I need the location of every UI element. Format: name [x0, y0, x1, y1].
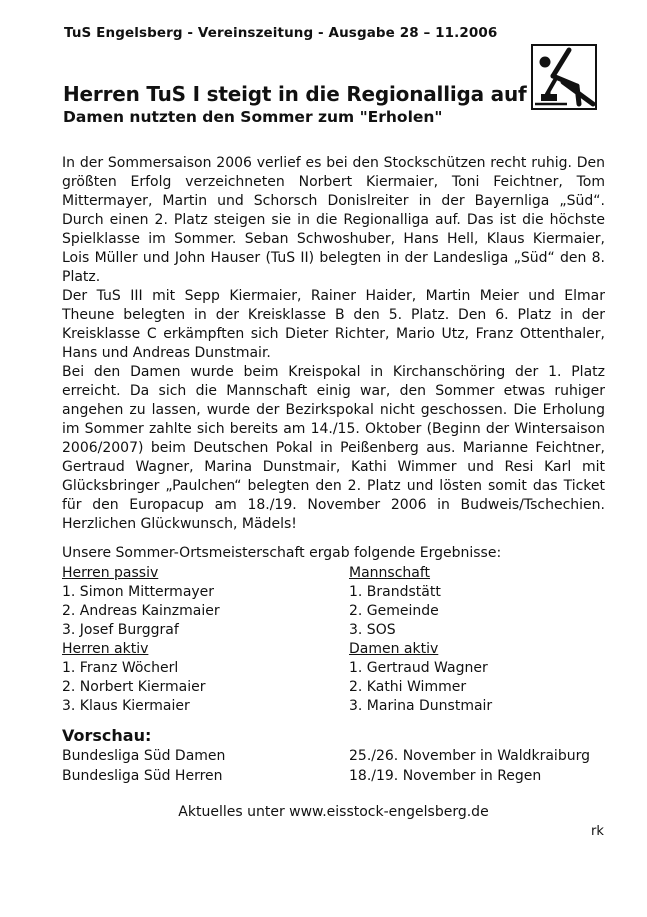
results-entry: 3. Klaus Kiermaier	[62, 698, 190, 714]
preview-date: 18./19. November in Regen	[349, 768, 542, 784]
results-entry: 3. SOS	[349, 622, 396, 638]
results-entry: 3. Marina Dunstmair	[349, 698, 493, 714]
website-link-text: Aktuelles unter www.eisstock-engelsberg.de	[178, 804, 489, 820]
article-subheadline: Damen nutzten den Sommer zum "Erholen"	[63, 108, 443, 126]
results-intro: Unsere Sommer-Ortsmeisterschaft ergab folgende Ergebnisse:	[62, 545, 502, 561]
results-entry: 2. Norbert Kiermaier	[62, 679, 206, 695]
preview-date: 25./26. November in Waldkraiburg	[349, 748, 590, 764]
results-entry: 3. Josef Burggraf	[62, 622, 179, 638]
results-entry: 1. Gertraud Wagner	[349, 660, 488, 676]
issue-header: TuS Engelsberg - Vereinszeitung - Ausgabe 28 – 11.2006	[64, 25, 498, 41]
results-category-heading: Herren passiv	[62, 565, 159, 581]
results-entry: 2. Kathi Wimmer	[349, 679, 467, 695]
results-right-column	[349, 564, 492, 716]
stockschuetzen-logo-icon	[531, 44, 597, 110]
results-left-column	[62, 564, 220, 716]
website-note	[0, 804, 647, 820]
curler-figure-icon	[533, 46, 595, 108]
preview-event: Bundesliga Süd Damen	[62, 748, 226, 764]
results-entry: 2. Gemeinde	[349, 603, 439, 619]
author-initials: rk	[591, 824, 604, 839]
article-paragraph: Der TuS III mit Sepp Kiermaier, Rainer Haider, Martin Meier und Elmar Theune belegten in der Kreisklasse B den 5. Platz. Den 6. Platz in der Kreisklasse C erkämpften sich Dieter Richter, Mario Utz, Franz Ottenthaler, Hans und Andreas Dunstmair.	[62, 288, 605, 361]
preview-event: Bundesliga Süd Herren	[62, 768, 223, 784]
article-headline: Herren TuS I steigt in die Regionalliga auf	[63, 82, 527, 106]
results-category-heading: Herren aktiv	[62, 641, 149, 657]
results-entry: 1. Brandstätt	[349, 584, 441, 600]
article-body	[62, 154, 605, 534]
article-paragraph: In der Sommersaison 2006 verlief es bei den Stockschützen recht ruhig. Den größten Erfolg verzeichneten Norbert Kiermaier, Toni Feichtner, Tom Mittermayer, Martin und Schorsch Donislreiter in der Bayernliga „Süd“. Durch einen 2. Platz steigen sie in die Regionalliga auf. Das ist die höchste Spielklasse im Sommer. Seban Schwoshuber, Hans Hell, Klaus Kiermaier, Lois Müller und John Hauser (TuS II) belegten in der Landesliga „Süd“ den 8. Platz.	[62, 155, 605, 285]
results-entry: 1. Franz Wöcherl	[62, 660, 179, 676]
article-paragraph: Bei den Damen wurde beim Kreispokal in Kirchanschöring der 1. Platz erreicht. Da sich die Mannschaft einig war, den Sommer etwas ruhiger angehen zu lassen, wurde der Bezirkspokal nicht geschossen. Die Erholung im Sommer zahlte sich bereits am 14./15. Oktober (Beginn der Wintersaison 2006/2007) beim Deutschen Pokal in Peißenberg aus. Marianne Feichtner, Gertraud Wagner, Marina Dunstmair, Kathi Wimmer und Resi Karl mit Glücksbringer „Paulchen“ belegten den 2. Platz und lösten somit das Ticket für den Europacup am 18./19. November 2006 in Budweis/Tschechien. Herzlichen Glückwunsch, Mädels!	[62, 364, 605, 532]
results-category-heading: Mannschaft	[349, 565, 431, 581]
results-category-heading: Damen aktiv	[349, 641, 439, 657]
preview-title: Vorschau:	[62, 726, 152, 745]
results-entry: 2. Andreas Kainzmaier	[62, 603, 220, 619]
results-entry: 1. Simon Mittermayer	[62, 584, 215, 600]
